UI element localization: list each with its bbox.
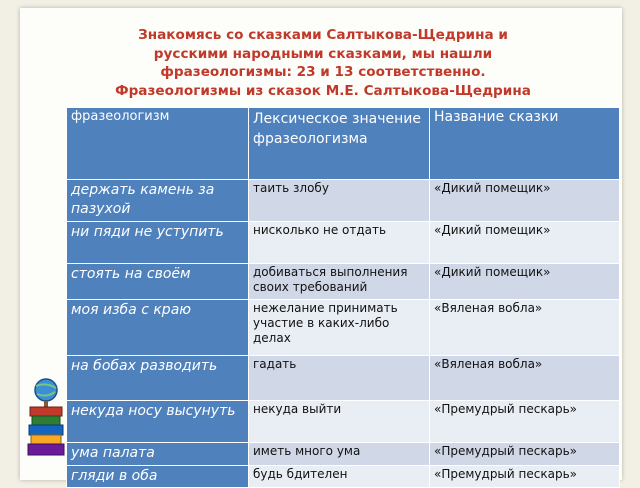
title-line-1: Знакомясь со сказками Салтыкова-Щедрина и [138, 27, 508, 43]
meaning-cell: добиваться выполнения своих требований [249, 264, 430, 300]
meaning-cell: нежелание принимать участие в каких-либо делах [249, 300, 430, 356]
books-icon [26, 376, 66, 458]
table-row [67, 466, 620, 488]
table-row [67, 401, 620, 443]
header-phraseologism: фразеологизм [67, 108, 249, 180]
meaning-cell: таить злобу [249, 180, 430, 222]
table-row [67, 356, 620, 401]
meaning-cell: некуда выйти [249, 401, 430, 443]
tale-cell: «Дикий помещик» [430, 180, 620, 222]
phrase-cell: держать камень за пазухой [67, 180, 249, 222]
phrase-cell: ума палата [67, 443, 249, 466]
tale-cell: «Премудрый пескарь» [430, 401, 620, 443]
phrase-cell: на бобах разводить [67, 356, 249, 401]
table-header-row [67, 108, 620, 180]
phrase-cell: стоять на своём [67, 264, 249, 300]
meaning-cell: иметь много ума [249, 443, 430, 466]
title-line-2: русскими народными сказками, мы нашли [153, 45, 493, 62]
tale-cell: «Вяленая вобла» [430, 300, 620, 356]
phrase-cell: некуда носу высунуть [67, 401, 249, 443]
page-title [96, 26, 550, 100]
tale-cell: «Премудрый пескарь» [430, 443, 620, 466]
meaning-cell: гадать [249, 356, 430, 401]
table-row [67, 180, 620, 222]
phrase-cell: моя изба с краю [67, 300, 249, 356]
meaning-cell: будь бдителен [249, 466, 430, 488]
meaning-cell: нисколько не отдать [249, 222, 430, 264]
table-row [67, 300, 620, 356]
tale-cell: «Дикий помещик» [430, 264, 620, 300]
tale-cell: «Дикий помещик» [430, 222, 620, 264]
table-row [67, 264, 620, 300]
tale-cell: «Премудрый пескарь» [430, 466, 620, 488]
table-row [67, 443, 620, 466]
phraseology-table [66, 107, 620, 488]
header-meaning: Лексическое значение фразеологизма [249, 108, 430, 180]
phrase-cell: ни пяди не уступить [67, 222, 249, 264]
phrase-cell: гляди в оба [67, 466, 249, 488]
title-line-4: Фразеологизмы из сказок М.Е. Салтыкова-Щедрина [115, 82, 531, 99]
tale-cell: «Вяленая вобла» [430, 356, 620, 401]
header-tale: Название сказки [430, 108, 620, 180]
title-line-3: фразеологизмы: 23 и 13 соответственно. [160, 64, 486, 80]
table-row [67, 222, 620, 264]
